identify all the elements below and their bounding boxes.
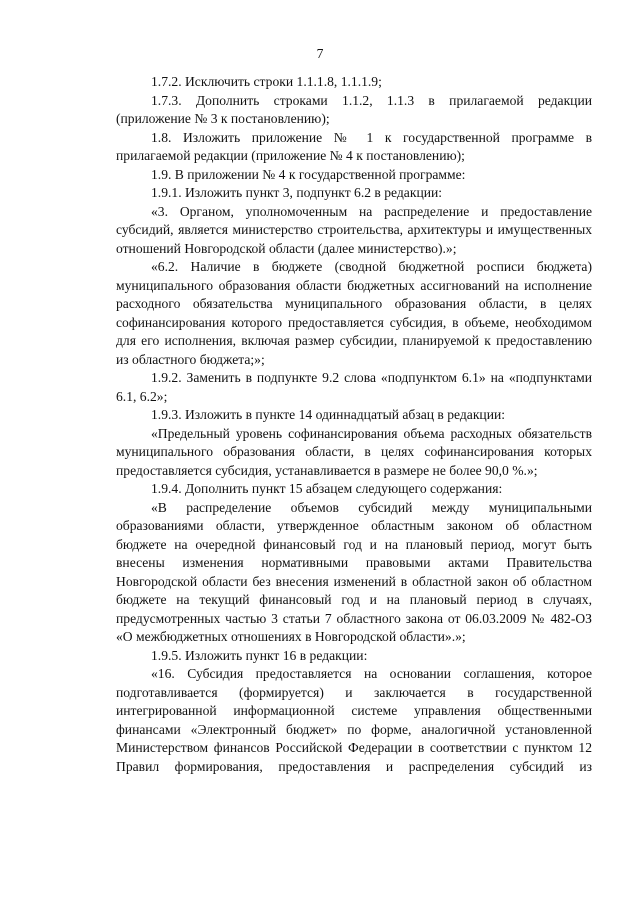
paragraph: 1.9.1. Изложить пункт 3, подпункт 6.2 в редакции:	[151, 185, 443, 200]
paragraph: «6.2. Наличие в бюджете (сводной бюджетной росписи бюджета) муниципального образования области бюджетных ассигнований на исполнение расходного обязательства муниципального образования области, в целях софинансирования которого предоставляется субсидия, в объеме, необходимом для его исполнения, включая размер субсидии, планируемой к предоставлению из областного бюджета;»;	[116, 259, 592, 367]
page-number: 7	[316, 46, 324, 61]
paragraph: 1.9.5. Изложить пункт 16 в редакции:	[151, 647, 368, 663]
paragraph: 1.9.4. Дополнить пункт 15 абзацем следующего содержания:	[151, 481, 503, 496]
paragraph: 1.9. В приложении № 4 к государственной программе:	[151, 166, 466, 182]
paragraph: 1.8. Изложить приложение № 1 к государственной программе в прилагаемой редакции (приложение № 4 к постановлению);	[116, 129, 592, 163]
paragraph: 1.9.2. Заменить в подпункте 9.2 слова «подпунктом 6.1» на «подпунктами 6.1, 6.2»;	[116, 370, 592, 404]
paragraph: 1.7.3. Дополнить строками 1.1.2, 1.1.3 в прилагаемой редакции (приложение № 3 к постановлению);	[116, 92, 592, 126]
paragraph: 1.7.2. Исключить строки 1.1.1.8, 1.1.1.9;	[151, 74, 382, 89]
paragraph: «3. Органом, уполномоченным на распределение и предоставление субсидий, является министерство строительства, архитектуры и имущественных отношений Новгородской области (далее министерство).»;	[116, 203, 592, 256]
paragraph: 1.9.3. Изложить в пункте 14 одиннадцатый абзац в редакции:	[151, 407, 506, 422]
paragraph: «Предельный уровень софинансирования объема расходных обязательств муниципального образования области, в целях софинансирования которых предоставляется субсидия, устанавливается в размере не более 90,0 %.»;	[116, 425, 592, 478]
paragraph: «В распределение объемов субсидий между муниципальными образованиями области, утвержденное областным законом об областном бюджете на очередной финансовый год и на плановый период, могут быть внесены изменения нормативными правовыми актами Правительства Новгородской области без внесения изменений в областной закон об областном бюджете на текущий финансовый год и на плановый период в случаях, предусмотренных частью 3 статьи 7 областного закона от 06.03.2009 № 482-ОЗ «О межбюджетных отношениях в Новгородской области».»;	[116, 499, 592, 644]
document-body	[116, 73, 592, 776]
paragraph: «16. Субсидия предоставляется на основании соглашения, которое подготавливается (формируется) и заключается в государственной интегрированной информационной системе управления общественными финансами «Электронный бюджет» по форме, аналогичной установленной Министерством финансов Российской Федерации в соответствии с пунктом 12 Правил формирования, предоставления и распределения субсидий из	[116, 666, 592, 774]
